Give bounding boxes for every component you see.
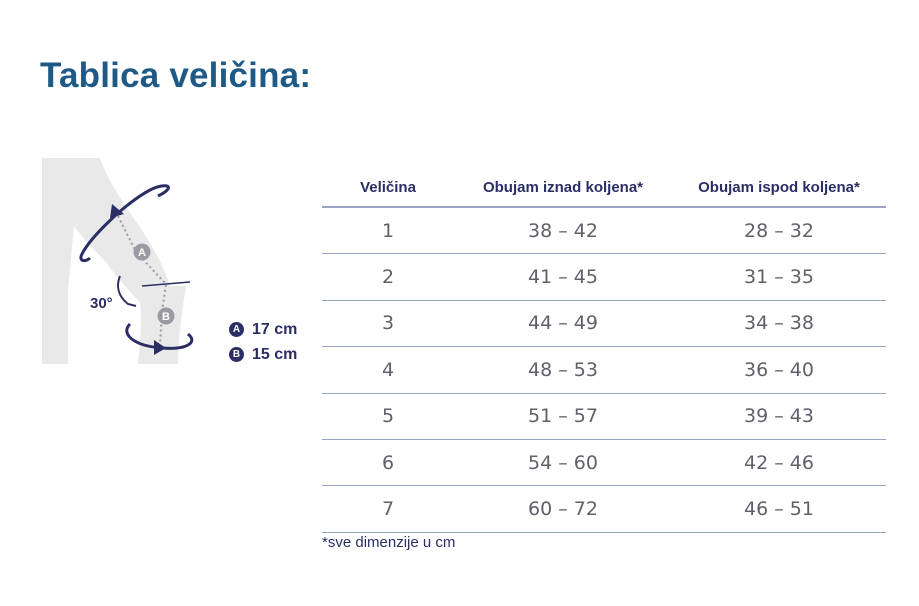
cell-size: 6	[322, 439, 454, 485]
cell-size: 5	[322, 393, 454, 439]
cell-size: 1	[322, 207, 454, 254]
cell-above-knee: 60 – 72	[454, 486, 672, 532]
legend-item-b	[229, 342, 297, 367]
legend-value-b: 15 cm	[252, 345, 298, 363]
cell-below-knee: 46 – 51	[672, 486, 886, 532]
table-row	[322, 393, 886, 439]
table-header-row	[322, 168, 886, 207]
cell-below-knee: 39 – 43	[672, 393, 886, 439]
cell-below-knee: 36 – 40	[672, 347, 886, 393]
legend-item-a	[229, 317, 297, 342]
knee-measurement-diagram	[38, 152, 208, 367]
cell-above-knee: 54 – 60	[454, 439, 672, 485]
table-row	[322, 347, 886, 393]
badge-b-icon: B	[229, 347, 244, 362]
table-row	[322, 300, 886, 346]
cell-below-knee: 34 – 38	[672, 300, 886, 346]
measurement-legend	[229, 317, 297, 367]
header-size: Veličina	[322, 168, 454, 207]
table-row	[322, 486, 886, 532]
size-table	[322, 168, 886, 533]
badge-a-icon: A	[229, 322, 244, 337]
angle-label: 30°	[90, 295, 113, 312]
cell-size: 3	[322, 300, 454, 346]
page-title: Tablica veličina:	[40, 56, 312, 95]
cell-above-knee: 38 – 42	[454, 207, 672, 254]
header-below-knee: Obujam ispod koljena*	[672, 168, 886, 207]
cell-size: 2	[322, 254, 454, 300]
cell-above-knee: 48 – 53	[454, 347, 672, 393]
cell-above-knee: 51 – 57	[454, 393, 672, 439]
point-a-label: A	[138, 247, 146, 259]
cell-size: 4	[322, 347, 454, 393]
header-above-knee: Obujam iznad koljena*	[454, 168, 672, 207]
table-row	[322, 439, 886, 485]
cell-above-knee: 41 – 45	[454, 254, 672, 300]
table-row	[322, 207, 886, 254]
cell-size: 7	[322, 486, 454, 532]
table-row	[322, 254, 886, 300]
leg-silhouette	[42, 158, 186, 364]
cell-below-knee: 31 – 35	[672, 254, 886, 300]
cell-above-knee: 44 – 49	[454, 300, 672, 346]
point-b-label: B	[162, 311, 170, 323]
cell-below-knee: 28 – 32	[672, 207, 886, 254]
footnote: *sve dimenzije u cm	[322, 534, 456, 551]
legend-value-a: 17 cm	[252, 320, 298, 338]
cell-below-knee: 42 – 46	[672, 439, 886, 485]
